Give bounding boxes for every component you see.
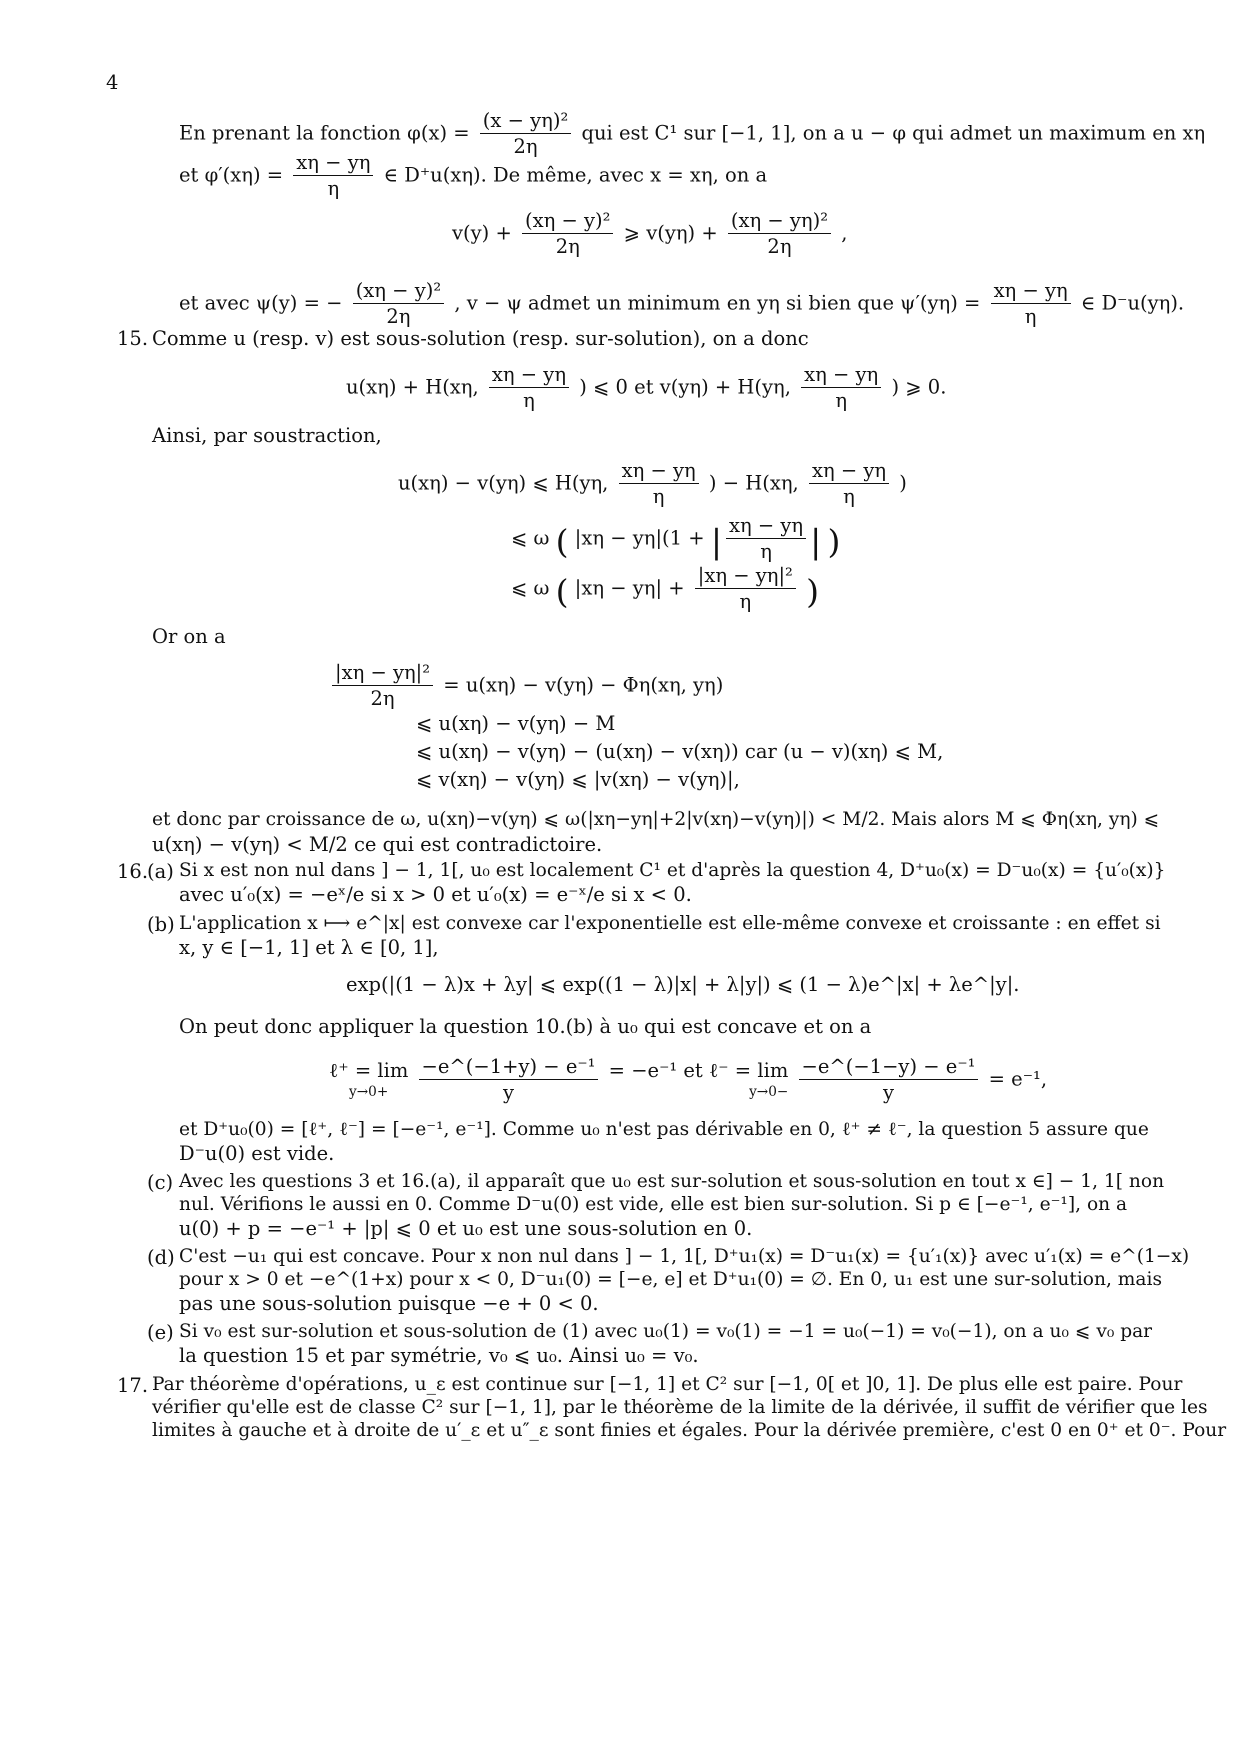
fraction xyxy=(695,563,796,615)
text-run: |xη − yη|(1 + xyxy=(574,526,705,550)
equation-16b-convexity: exp(|(1 − λ)x + λy| ⩽ exp((1 − λ)|x| + λ|y|) ⩽ (1 − λ)e^|x| + λe^|y|. xyxy=(346,973,1020,996)
text-run: ⩾ v(yη) + xyxy=(623,221,718,245)
question-17-line1: Par théorème d'opérations, u_ε est continue sur [−1, 1] et C² sur [−1, 0[ et ]0, 1]. De plus elle est paire. Pour xyxy=(152,1374,1183,1395)
fraction-numerator: (x − yη)² xyxy=(480,108,571,134)
question-16c-line2: nul. Vérifions le aussi en 0. Comme D⁻u(0) est vide, elle est bien sur-solution. Si p ∈ [−e⁻¹, e⁻¹], on a xyxy=(179,1194,1128,1215)
text-run: et avec ψ(y) = − xyxy=(179,291,343,315)
equation-or-line4: ⩽ v(xη) − v(yη) ⩽ |v(xη) − v(yη)|, xyxy=(416,768,740,791)
abs-bar: | xyxy=(710,521,722,561)
text-run: ∈ D⁻u(yη). xyxy=(1080,291,1185,315)
question-17-line2: vérifier qu'elle est de classe C² sur [−1, 1], par le théorème de la limite de la dérivée, il suffit de vérifier que les xyxy=(152,1397,1208,1418)
fraction xyxy=(332,660,433,712)
question-16d-line3: pas une sous-solution puisque −e + 0 < 0. xyxy=(179,1292,599,1315)
equation-limits xyxy=(329,1054,1047,1106)
question-16d-line2: pour x > 0 et −e^(1+x) pour x < 0, D⁻u₁(0) = [−e, e] et D⁺u₁(0) = ∅. En 0, u₁ est une sur-solution, mais xyxy=(179,1269,1162,1290)
fraction-numerator: −e^(−1−y) − e⁻¹ xyxy=(799,1054,979,1080)
text-run: et φ′(xη) = xyxy=(179,163,284,187)
fraction-denominator: η xyxy=(835,389,848,413)
fraction-denominator: η xyxy=(760,540,772,564)
fraction-denominator: η xyxy=(843,485,855,509)
fraction xyxy=(353,278,444,330)
paragraph-ainsi: Ainsi, par soustraction, xyxy=(152,424,382,447)
paragraph-donc-line1: et donc par croissance de ω, u(xη)−v(yη) ⩽ ω(|xη−yη|+2|v(xη)−v(yη)|) < M/2. Mais alors M ⩽ Φη(xη, yη) ⩽ xyxy=(152,809,1160,830)
equation-or-line3: ⩽ u(xη) − v(yη) − (u(xη) − v(xη)) car (u − v)(xη) ⩽ M, xyxy=(416,740,944,763)
fraction xyxy=(489,362,569,414)
question-16c-line3: u(0) + p = −e⁻¹ + |p| ⩽ 0 et u₀ est une sous-solution en 0. xyxy=(179,1217,753,1240)
limit-operator xyxy=(329,1058,408,1101)
question-15-label: 15. xyxy=(117,327,149,350)
question-16e-line2: la question 15 et par symétrie, v₀ ⩽ u₀. Ainsi u₀ = v₀. xyxy=(179,1344,699,1367)
paren-open: ( xyxy=(555,521,569,561)
paren-open: ( xyxy=(555,571,569,611)
paragraph-donc-line2: u(xη) − v(yη) < M/2 ce qui est contradictoire. xyxy=(152,833,603,856)
text-run: ) xyxy=(899,471,907,495)
fraction-numerator: xη − yη xyxy=(489,362,569,388)
text-run: , v − ψ admet un minimum en yη si bien que ψ′(yη) = xyxy=(454,291,981,315)
limit-subscript: y→0+ xyxy=(349,1083,389,1100)
question-16a-label: (a) xyxy=(147,860,174,883)
page-number: 4 xyxy=(106,71,119,94)
fraction xyxy=(809,458,889,510)
fraction-numerator: (xη − yη)² xyxy=(728,208,831,234)
limit-subscript: y→0− xyxy=(749,1083,789,1100)
fraction-numerator: |xη − yη|² xyxy=(695,563,796,589)
fraction-numerator: xη − yη xyxy=(809,458,889,484)
equation-sub-line2 xyxy=(511,513,840,565)
fraction-denominator: η xyxy=(739,590,752,614)
fraction-denominator: η xyxy=(1024,305,1037,329)
text-run: ⩽ ω xyxy=(511,576,550,600)
fraction-numerator: (xη − y)² xyxy=(353,278,444,304)
text-run: ) ⩽ 0 et v(yη) + H(yη, xyxy=(579,375,791,399)
text-run: qui est C¹ sur [−1, 1], on a u − φ qui admet un maximum en xη xyxy=(581,121,1206,145)
text-run: ∈ D⁺u(xη). De même, avec x = xη, on a xyxy=(383,163,768,187)
fraction xyxy=(799,1054,979,1106)
text-run: = e⁻¹, xyxy=(988,1067,1048,1091)
equation-sub-line1 xyxy=(398,458,907,510)
fraction-denominator: η xyxy=(523,389,535,413)
fraction xyxy=(419,1054,599,1106)
question-16c-label: (c) xyxy=(147,1171,174,1194)
paragraph-psi xyxy=(179,278,1184,330)
paragraph-intro-line2 xyxy=(179,150,767,202)
equation-q15 xyxy=(346,362,946,414)
fraction-numerator: xη − yη xyxy=(293,150,373,176)
fraction-denominator: 2η xyxy=(386,305,411,329)
question-16b-line1: L'application x ⟼ e^|x| est convexe car l'exponentielle est elle-même convexe et croissante : en effet si xyxy=(179,913,1161,934)
equation-display-1 xyxy=(452,208,847,260)
text-run: = −e⁻¹ et ℓ⁻ = lim xyxy=(608,1059,789,1083)
text-run: u(xη) − v(yη) ⩽ H(yη, xyxy=(398,471,609,495)
equation-or-line2: ⩽ u(xη) − v(yη) − M xyxy=(416,712,616,735)
question-16e-label: (e) xyxy=(147,1321,174,1344)
text-run: ℓ⁺ = lim xyxy=(329,1059,409,1083)
paren-close: ) xyxy=(827,521,841,561)
question-16e-line1: Si v₀ est sur-solution et sous-solution de (1) avec u₀(1) = v₀(1) = −1 = u₀(−1) = v₀(−1), on a u₀ ⩽ v₀ par xyxy=(179,1321,1153,1342)
question-16-label: 16. xyxy=(117,860,149,883)
fraction-numerator: xη − yη xyxy=(619,458,699,484)
fraction-denominator: 2η xyxy=(513,135,538,159)
text-run: |xη − yη| + xyxy=(574,576,685,600)
fraction xyxy=(619,458,699,510)
question-17-line3: limites à gauche et à droite de u′_ε et u″_ε sont finies et égales. Pour la dérivée première, c'est 0 en 0⁺ et 0⁻. Pour xyxy=(152,1420,1227,1441)
fraction xyxy=(293,150,373,202)
paragraph-or: Or on a xyxy=(152,625,226,648)
fraction-numerator: |xη − yη|² xyxy=(332,660,433,686)
fraction-denominator: 2η xyxy=(370,687,395,711)
fraction-denominator: 2η xyxy=(767,235,792,259)
fraction xyxy=(728,208,831,260)
question-16b-line5: D⁻u(0) est vide. xyxy=(179,1142,335,1165)
fraction-numerator: xη − yη xyxy=(726,513,806,539)
fraction xyxy=(801,362,881,414)
fraction xyxy=(522,208,613,260)
fraction-denominator: y xyxy=(882,1081,894,1105)
text-run: ⩽ ω xyxy=(511,526,550,550)
equation-or-line1 xyxy=(328,660,723,712)
question-16b-label: (b) xyxy=(147,913,175,936)
question-16b-line4: et D⁺u₀(0) = [ℓ⁺, ℓ⁻] = [−e⁻¹, e⁻¹]. Comme u₀ n'est pas dérivable en 0, ℓ⁺ ≠ ℓ⁻, la question 5 assure que xyxy=(179,1119,1149,1140)
text-run: v(y) + xyxy=(452,221,512,245)
text-run: En prenant la fonction φ(x) = xyxy=(179,121,470,145)
text-run: = u(xη) − v(yη) − Φη(xη, yη) xyxy=(443,673,724,697)
text-run: ) ⩾ 0. xyxy=(891,375,947,399)
question-16b-line3: On peut donc appliquer la question 10.(b) à u₀ qui est concave et on a xyxy=(179,1015,872,1038)
question-16a-line2: avec u′₀(x) = −eˣ/e si x > 0 et u′₀(x) = e⁻ˣ/e si x < 0. xyxy=(179,883,692,906)
equation-sub-line3 xyxy=(511,563,819,615)
question-16d-line1: C'est −u₁ qui est concave. Pour x non nul dans ] − 1, 1[, D⁺u₁(x) = D⁻u₁(x) = {u′₁(x)} avec u′₁(x) = e^(1−x) xyxy=(179,1246,1190,1267)
question-16c-line1: Avec les questions 3 et 16.(a), il apparaît que u₀ est sur-solution et sous-solution en tout x ∈] − 1, 1[ non xyxy=(179,1171,1165,1192)
fraction-numerator: xη − yη xyxy=(801,362,881,388)
fraction-denominator: 2η xyxy=(555,235,580,259)
question-15-text: Comme u (resp. v) est sous-solution (resp. sur-solution), on a donc xyxy=(152,327,809,350)
fraction-numerator: xη − yη xyxy=(991,278,1071,304)
question-16b-line2: x, y ∈ [−1, 1] et λ ∈ [0, 1], xyxy=(179,936,439,959)
text-run: u(xη) + H(xη, xyxy=(346,375,479,399)
fraction-numerator: −e^(−1+y) − e⁻¹ xyxy=(419,1054,599,1080)
question-16a-line1: Si x est non nul dans ] − 1, 1[, u₀ est localement C¹ et d'après la question 4, D⁺u₀(x) = D⁻u₀(x) = {u′₀(x)} xyxy=(179,860,1166,881)
fraction-denominator: η xyxy=(652,485,665,509)
fraction-numerator: (xη − y)² xyxy=(522,208,613,234)
text-run: ) − H(xη, xyxy=(708,471,799,495)
text-run: , xyxy=(841,221,848,245)
fraction-denominator: y xyxy=(502,1081,515,1105)
abs-bar: | xyxy=(810,521,822,561)
paren-close: ) xyxy=(806,571,820,611)
question-16d-label: (d) xyxy=(147,1246,175,1269)
fraction-denominator: η xyxy=(327,177,340,201)
question-17-label: 17. xyxy=(117,1374,149,1397)
fraction xyxy=(991,278,1071,330)
limit-operator xyxy=(609,1058,789,1101)
fraction xyxy=(726,513,806,565)
